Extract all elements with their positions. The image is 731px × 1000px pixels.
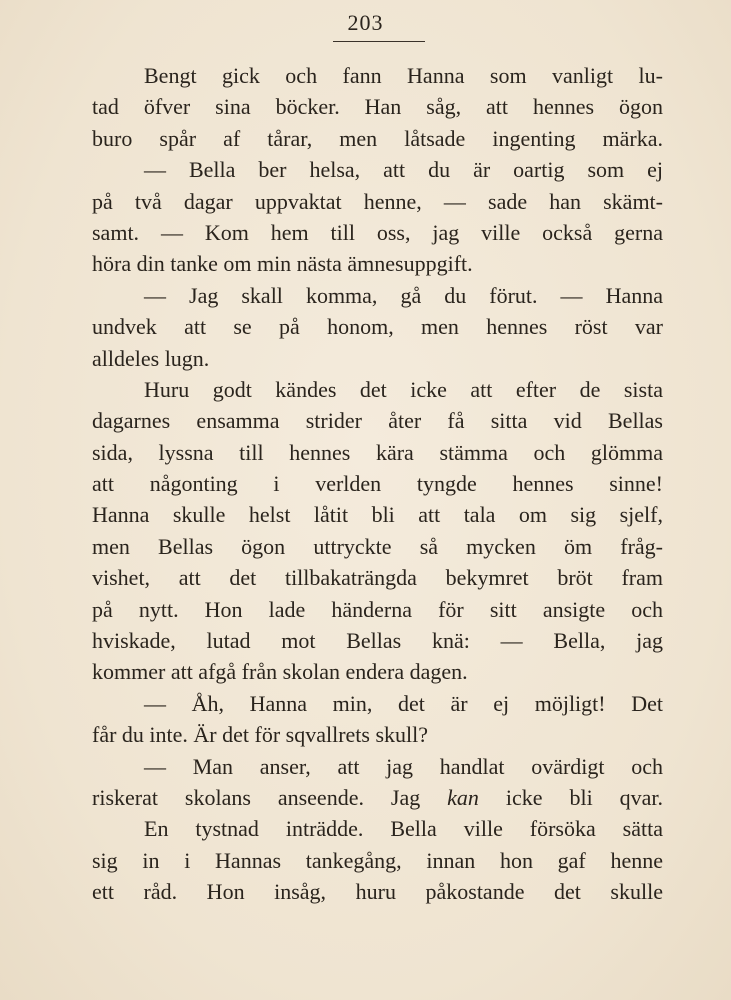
page-number: 203 bbox=[347, 10, 384, 35]
text-line: — Man anser, att jag handlat ovärdigt och bbox=[144, 753, 663, 779]
text-line: En tystnad inträdde. Bella ville försöka sätta bbox=[144, 816, 663, 842]
text-line: undvek att se på honom, men hennes röst var bbox=[92, 314, 663, 340]
text-line: riskerat skolans anseende. Jag kan icke bli qvar. bbox=[92, 784, 663, 810]
text-line: Hanna skulle helst låtit bli att tala om sig sjelf, bbox=[92, 502, 663, 528]
text-line: — Bella ber helsa, att du är oartig som ej bbox=[144, 157, 663, 183]
text-line: sida, lyssna till hennes kära stämma och glömma bbox=[92, 439, 663, 465]
text-line: får du inte. Är det för sqvallrets skull? bbox=[92, 722, 429, 748]
text-line: sig in i Hannas tankegång, innan hon gaf henne bbox=[92, 847, 663, 873]
text-line: — Jag skall komma, gå du förut. — Hanna bbox=[144, 282, 663, 308]
text-line: kommer att afgå från skolan endera dagen. bbox=[92, 659, 468, 685]
text-line: höra din tanke om min nästa ämnesuppgift. bbox=[92, 251, 473, 277]
text-line: hviskade, lutad mot Bellas knä: — Bella, jag bbox=[92, 628, 663, 654]
text-line: samt. — Kom hem till oss, jag ville också gerna bbox=[92, 219, 663, 245]
text-line: ett råd. Hon insåg, huru påkostande det skulle bbox=[92, 879, 663, 905]
text-line: på nytt. Hon lade händerna för sitt ansigte och bbox=[92, 596, 663, 622]
text-line: Bengt gick och fann Hanna som vanligt lu- bbox=[144, 63, 663, 88]
text-line: — Åh, Hanna min, det är ej möjligt! Det bbox=[144, 690, 663, 716]
text-line: tad öfver sina böcker. Han såg, att hennes ögon bbox=[92, 94, 663, 120]
text-line: men Bellas ögon uttryckte så mycken öm fråg- bbox=[92, 533, 663, 559]
header-rule bbox=[333, 41, 425, 42]
text-line: vishet, att det tillbakaträngda bekymret bröt fram bbox=[92, 565, 663, 591]
text-line: Huru godt kändes det icke att efter de sista bbox=[144, 376, 663, 402]
text-line: alldeles lugn. bbox=[92, 345, 210, 371]
text-line: på två dagar uppvaktat henne, — sade han skämt- bbox=[92, 188, 663, 214]
body-text bbox=[92, 60, 663, 908]
emphasized-word: kan bbox=[447, 784, 479, 810]
text-line: dagarnes ensamma strider åter få sitta vid Bellas bbox=[92, 408, 663, 434]
text-line: att någonting i verlden tyngde hennes sinne! bbox=[92, 471, 663, 497]
text-line: buro spår af tårar, men låtsade ingenting märka. bbox=[92, 125, 663, 151]
